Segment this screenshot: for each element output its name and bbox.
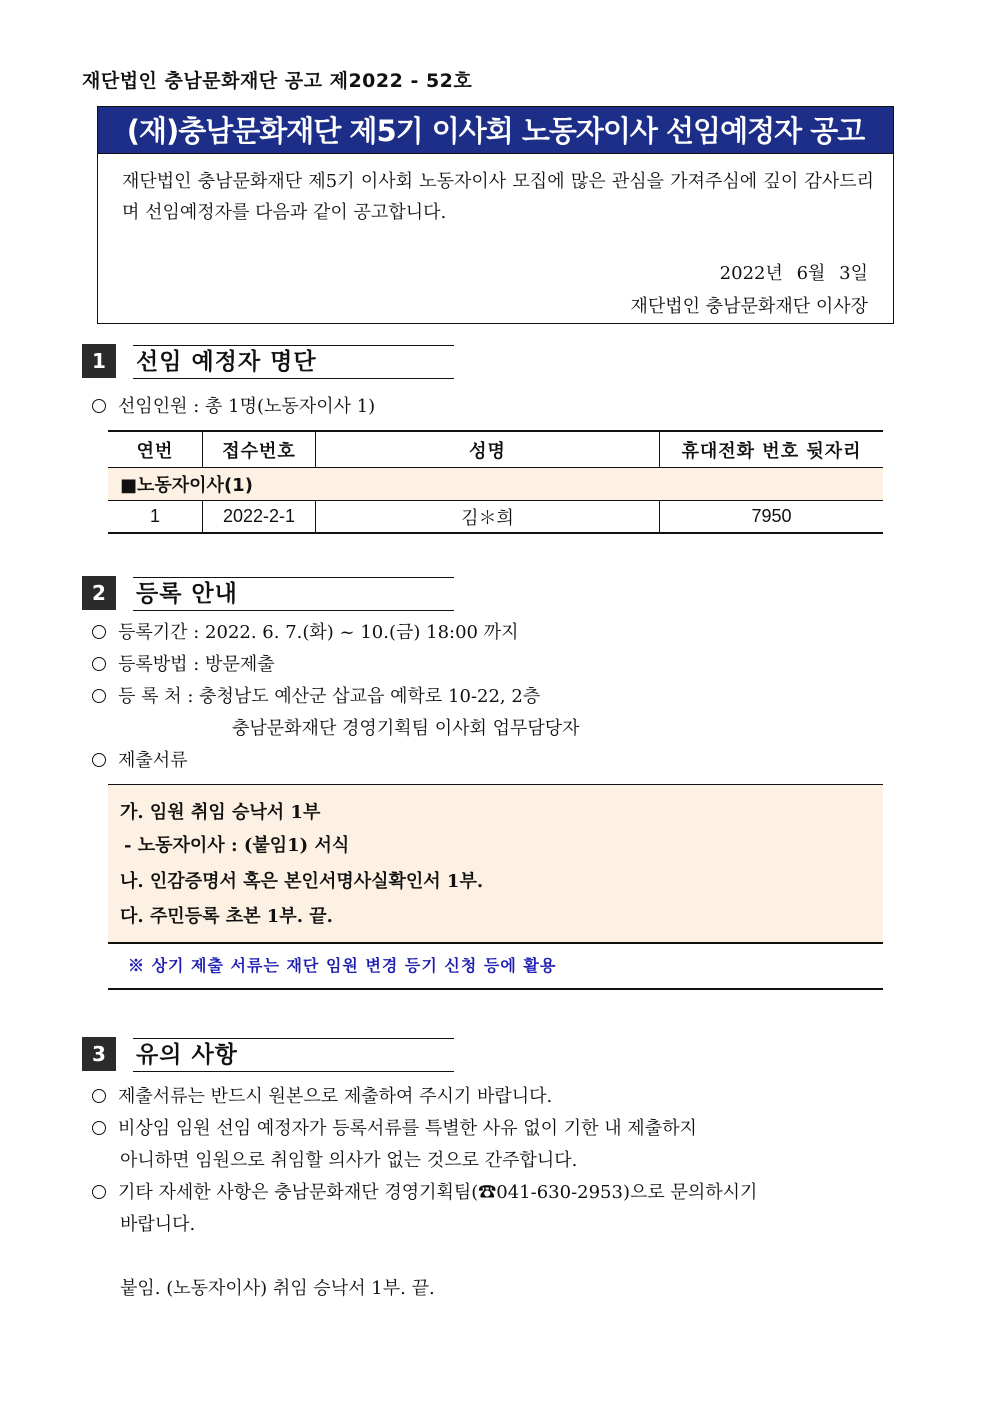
section-3-bullet-continuation: 아니하면 임원으로 취임할 의사가 없는 것으로 간주합니다. [120,1150,578,1171]
section-3-title: 유의 사항 [133,1038,454,1072]
intro-text: 재단법인 충남문화재단 제5기 이사회 노동자이사 모집에 많은 관심을 가져주심에 깊이 감사드리며 선임예정자를 다음과 같이 공고합니다. [122,171,874,223]
notice-date: 2022년 6월 3일 [719,263,868,284]
document-item: 가. 임원 취임 승낙서 1부 [120,802,321,823]
table-cell: 1 [108,501,203,534]
divider [108,988,883,990]
signer: 재단법인 충남문화재단 이사장 [630,296,868,317]
section-1-title: 선임 예정자 명단 [133,345,454,379]
circle-bullet-icon [92,657,106,671]
document-item: - 노동자이사 : (붙임1) 서식 [124,835,350,856]
attachment-line: 붙임. (노동자이사) 취임 승낙서 1부. 끝. [120,1278,435,1299]
section-3-number: 3 [82,1037,116,1071]
roster-table [108,430,883,534]
circle-bullet-icon [92,1089,106,1103]
section-1-bullet: 선임인원 : 총 1명(노동자이사 1) [92,391,375,423]
section-1-number: 1 [82,344,116,378]
table-cell: 2022-2-1 [203,501,316,534]
section-2-bullet-continuation: 충남문화재단 경영기획팀 이사회 업무담당자 [232,718,580,739]
page-title: (재)충남문화재단 제5기 이사회 노동자이사 선임예정자 공고 [97,106,894,154]
document-item: 다. 주민등록 초본 1부. 끝. [120,906,333,927]
section-2-title: 등록 안내 [133,577,454,611]
notice-number: 재단법인 충남문화재단 공고 제2022 - 52호 [82,70,473,92]
section-3-bullet-continuation: 바랍니다. [120,1214,196,1235]
table-group-row [108,468,883,501]
table-header: 연번 [108,431,203,468]
section-2-bullet: 등 록 처 : 충청남도 예산군 삽교읍 예학로 10-22, 2층 [92,681,540,713]
section-3-bullet: 기타 자세한 사항은 충남문화재단 경영기획팀(☎041-630-2953)으로 문의하시기 [92,1177,757,1209]
table-cell: 7950 [660,501,884,534]
documents-note: ※ 상기 제출 서류는 재단 임원 변경 등기 신청 등에 활용 [128,956,557,975]
table-group-label: ■노동자이사(1) [108,468,883,501]
section-3-bullet: 제출서류는 반드시 원본으로 제출하여 주시기 바랍니다. [92,1081,552,1113]
circle-bullet-icon [92,753,106,767]
document-item: 나. 인감증명서 혹은 본인서명사실확인서 1부. [120,871,484,892]
table-cell: 김＊희 [316,501,660,534]
table-header: 접수번호 [203,431,316,468]
circle-bullet-icon [92,399,106,413]
circle-bullet-icon [92,689,106,703]
section-2-bullet: 등록방법 : 방문제출 [92,649,275,681]
table-header: 성명 [316,431,660,468]
circle-bullet-icon [92,625,106,639]
section-2-bullet: 등록기간 : 2022. 6. 7.(화) ~ 10.(금) 18:00 까지 [92,617,519,649]
circle-bullet-icon [92,1185,106,1199]
table-row [108,501,883,534]
section-2-bullet: 제출서류 [92,745,188,777]
circle-bullet-icon [92,1121,106,1135]
section-2-number: 2 [82,576,116,610]
section-3-bullet: 비상임 임원 선임 예정자가 등록서류를 특별한 사유 없이 기한 내 제출하지 [92,1113,697,1145]
table-header: 휴대전화 번호 뒷자리 [660,431,884,468]
